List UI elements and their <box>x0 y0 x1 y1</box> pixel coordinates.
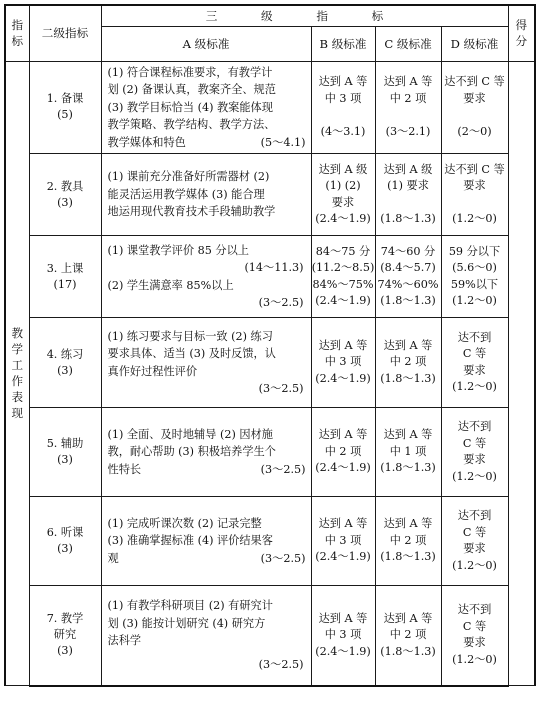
header-indicator: 指 标 <box>5 5 29 61</box>
level1-teaching-performance: 教 学 工 作 表 现 <box>5 61 29 686</box>
level2-name: 2. 教具 (3) <box>29 154 101 236</box>
table-row <box>5 236 535 318</box>
b-standard: 达到 A 等 中 2 项 (2.4～1.9) <box>311 408 375 497</box>
a-standard-text: (1) 有教学科研项目 (2) 有研究计 划 (3) 能按计划研究 (4) 研究方 法科学 (3～2.5) <box>101 586 311 686</box>
table-row <box>5 318 535 408</box>
header-level3: 三 级 指 标 <box>101 5 508 26</box>
a-standard-text: (1) 课前充分准备好所需器材 (2) 能灵活运用教学媒体 (3) 能合理 地运用现代教育技术手段辅助教学 <box>101 154 311 236</box>
table-row <box>5 408 535 497</box>
d-standard: 达不到 C 等 要求 (1.2～0) <box>441 497 508 586</box>
evaluation-table <box>4 4 536 687</box>
d-standard: 59 分以下 (5.6～0) 59%以下 (1.2～0) <box>441 236 508 318</box>
b-standard: 达到 A 级 (1) (2) 要求 (2.4～1.9) <box>311 154 375 236</box>
d-standard: 达不到 C 等 要求 (2～0) <box>441 61 508 154</box>
header-d-standard: D 级标准 <box>441 26 508 61</box>
header-b-standard: B 级标准 <box>311 26 375 61</box>
header-a-standard: A 级标准 <box>101 26 311 61</box>
d-standard: 达不到 C 等 要求 (1.2～0) <box>441 318 508 408</box>
level2-name: 1. 备课 (5) <box>29 61 101 154</box>
level2-name: 5. 辅助 (3) <box>29 408 101 497</box>
header-level2: 二级指标 <box>29 5 101 61</box>
c-standard: 达到 A 等 中 1 项 (1.8～1.3) <box>375 408 441 497</box>
c-standard: 74～60 分 (8.4～5.7) 74%～60% (1.8～1.3) <box>375 236 441 318</box>
a-standard-text: (1) 课堂教学评价 85 分以上 (14～11.3) (2) 学生满意率 85%以上 (3～2.5) <box>101 236 311 318</box>
a-standard-text: (1) 符合课程标准要求，有教学计 划 (2) 备课认真，教案齐全、规范 (3) 教学目标恰当 (4) 教案能体现 教学策略、教学结构、教学方法、 教学媒体和特色 (5～4.1) <box>101 61 311 154</box>
c-standard: 达到 A 等 中 2 项 (1.8～1.3) <box>375 318 441 408</box>
b-standard: 达到 A 等 中 3 项 (4～3.1) <box>311 61 375 154</box>
c-standard: 达到 A 等 中 2 项 (1.8～1.3) <box>375 586 441 686</box>
b-standard: 84～75 分 (11.2～8.5) 84%～75% (2.4～1.9) <box>311 236 375 318</box>
table-row <box>5 497 535 586</box>
b-standard: 达到 A 等 中 3 项 (2.4～1.9) <box>311 497 375 586</box>
level2-name: 4. 练习 (3) <box>29 318 101 408</box>
b-standard: 达到 A 等 中 3 项 (2.4～1.9) <box>311 318 375 408</box>
header-score: 得 分 <box>508 5 535 61</box>
d-standard: 达不到 C 等 要求 (1.2～0) <box>441 408 508 497</box>
level2-name: 3. 上课 (17) <box>29 236 101 318</box>
table-row <box>5 61 535 154</box>
a-standard-text: (1) 练习要求与目标一致 (2) 练习 要求具体、适当 (3) 及时反馈，认 真作好过程性评价 (3～2.5) <box>101 318 311 408</box>
c-standard: 达到 A 等 中 2 项 (1.8～1.3) <box>375 497 441 586</box>
b-standard: 达到 A 等 中 3 项 (2.4～1.9) <box>311 586 375 686</box>
a-standard-text: (1) 全面、及时地辅导 (2) 因材施 教，耐心帮助 (3) 积极培养学生个 性特长 (3～2.5) <box>101 408 311 497</box>
d-standard: 达不到 C 等 要求 (1.2～0) <box>441 586 508 686</box>
level2-name: 6. 听课 (3) <box>29 497 101 586</box>
a-standard-text: (1) 完成听课次数 (2) 记录完整 (3) 准确掌握标准 (4) 评价结果客 观 (3～2.5) <box>101 497 311 586</box>
table-row <box>5 154 535 236</box>
table-row <box>5 586 535 686</box>
score-cell <box>508 61 535 686</box>
c-standard: 达到 A 级 (1) 要求 (1.8～1.3) <box>375 154 441 236</box>
level2-name: 7. 教学 研究 (3) <box>29 586 101 686</box>
c-standard: 达到 A 等 中 2 项 (3～2.1) <box>375 61 441 154</box>
d-standard: 达不到 C 等 要求 (1.2～0) <box>441 154 508 236</box>
header-c-standard: C 级标准 <box>375 26 441 61</box>
